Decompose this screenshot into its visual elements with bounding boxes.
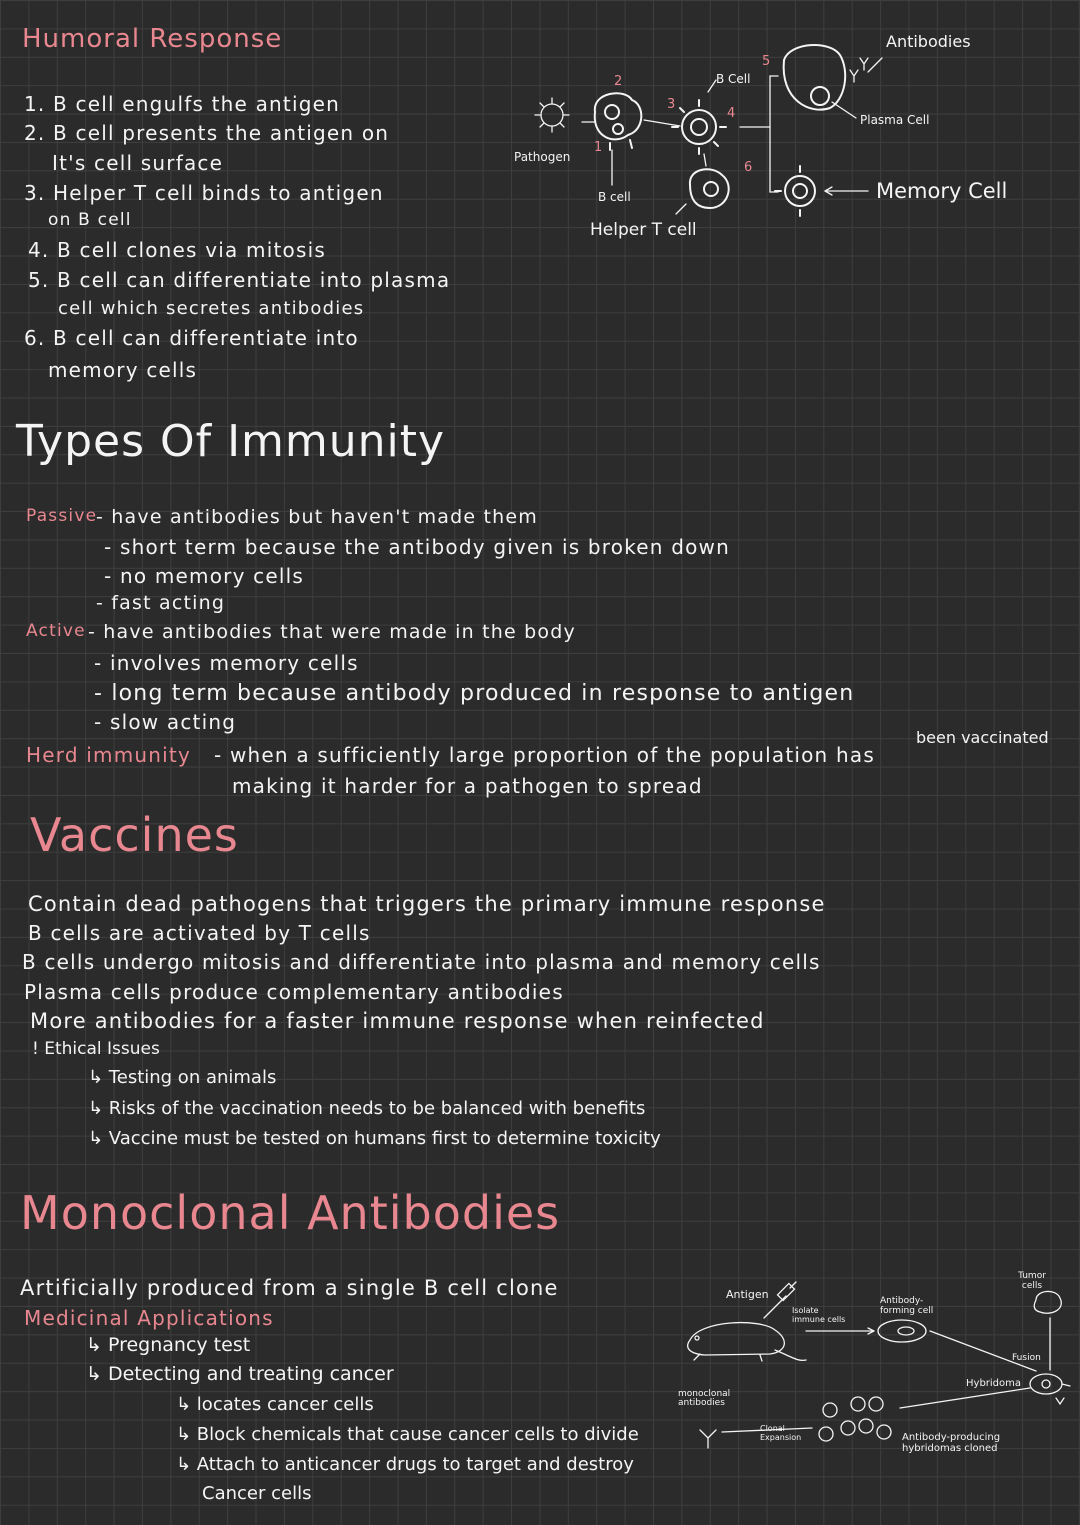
monoclonal-intro: Artificially produced from a single B cell clone [20,1276,559,1300]
herd-line: - when a sufficiently large proportion of the population has [214,743,875,767]
ethical-point: ↳ Testing on animals [88,1067,277,1088]
immunity-title: Types Of Immunity [16,416,446,467]
antibody-forming-label: Antibody-forming cell [880,1296,934,1316]
pathogen-label: Pathogen [514,150,571,164]
vaccine-line: Plasma cells produce complementary antibodies [24,980,564,1004]
cancer-point: ↳ Block chemicals that cause cancer cells to divide [176,1424,639,1445]
antigen-label: Antigen [726,1288,769,1301]
hybridoma-clones-icon [819,1397,891,1441]
active-point: - long term because antibody produced in response to antigen [94,681,855,706]
diagram-number: 3 [667,97,676,112]
application-point: ↳ Detecting and treating cancer [86,1363,394,1385]
active-label: Active [26,621,86,641]
monoclonal-antibody-icon [700,1430,716,1448]
herd-line: making it harder for a pathogen to spread [232,774,703,798]
hybridoma-icon [1030,1374,1070,1404]
fusion-label: Fusion [1012,1353,1041,1363]
b-cell-upper-label: B Cell [716,72,751,86]
vaccines-title: Vaccines [30,808,239,862]
clonal-expansion-label: Clonal Expansion [760,1424,802,1442]
diagram-number: 2 [614,74,623,89]
cancer-point: ↳ locates cancer cells [176,1394,374,1415]
diagram-number: 6 [744,160,753,175]
humoral-step: 2. B cell presents the antigen on [24,121,390,145]
antibodies-label: Antibodies [886,32,971,51]
tumor-label: Tumor cells [1018,1271,1046,1291]
passive-point: - short term because the antibody given is broken down [104,535,730,559]
passive-label: Passive [26,506,98,526]
b-cell-label: B cell [598,190,631,204]
ethical-point: ↳ Risks of the vaccination needs to be balanced with benefits [88,1098,646,1119]
humoral-step: 1. B cell engulfs the antigen [24,92,341,116]
antibody-producing-label: Antibody-producing hybridomas cloned [902,1432,1001,1454]
humoral-step: 5. B cell can differentiate into plasma [28,268,451,292]
ethical-title: ! Ethical Issues [32,1039,160,1059]
isolate-label: Isolate immune cells [792,1306,846,1324]
cancer-point: ↳ Attach to anticancer drugs to target and destroy [176,1454,634,1475]
passive-point: - fast acting [96,592,226,614]
mouse-icon [688,1323,806,1361]
monoclonal-title: Monoclonal Antibodies [20,1186,561,1240]
passive-point: - no memory cells [104,564,304,588]
active-point: - slow acting [94,710,237,734]
humoral-title: Humoral Response [22,24,283,54]
monoclonal-antibodies-label: monoclonal antibodies [678,1389,731,1408]
vaccine-line: Contain dead pathogens that triggers the primary immune response [28,892,826,916]
vaccine-line: More antibodies for a faster immune response when reinfected [30,1009,765,1033]
humoral-step: 3. Helper T cell binds to antigen [24,181,384,205]
humoral-step: 6. B cell can differentiate into [24,326,359,350]
tumor-cell-icon [1034,1291,1061,1313]
humoral-step: 4. B cell clones via mitosis [28,238,326,262]
vaccine-line: B cells are activated by T cells [28,921,371,945]
application-point: ↳ Pregnancy test [86,1334,251,1356]
memory-cell-label: Memory Cell [876,179,1008,203]
helper-t-label: Helper T cell [590,220,697,240]
humoral-step: It's cell surface [52,151,224,175]
cancer-point: Cancer cells [202,1483,312,1504]
diagram-number: 5 [762,54,771,69]
plasma-cell-label: Plasma Cell [860,113,930,127]
herd-note: been vaccinated [916,728,1049,747]
humoral-step: on B cell [48,210,132,230]
ethical-point: ↳ Vaccine must be tested on humans first to determine toxicity [88,1128,661,1149]
vaccine-line: B cells undergo mitosis and differentiate into plasma and memory cells [22,950,821,974]
active-point: - have antibodies that were made in the body [88,621,576,643]
applications-title: Medicinal Applications [24,1306,274,1330]
passive-point: - have antibodies but haven't made them [96,506,539,528]
humoral-step: cell which secretes antibodies [58,298,365,319]
herd-label: Herd immunity [26,743,191,767]
antibody-forming-cell-icon [878,1320,926,1342]
active-point: - involves memory cells [94,651,359,675]
humoral-step: memory cells [48,358,198,382]
diagram-number: 1 [594,140,603,155]
diagram-number: 4 [727,106,736,121]
hybridoma-label: Hybridoma [966,1378,1022,1389]
